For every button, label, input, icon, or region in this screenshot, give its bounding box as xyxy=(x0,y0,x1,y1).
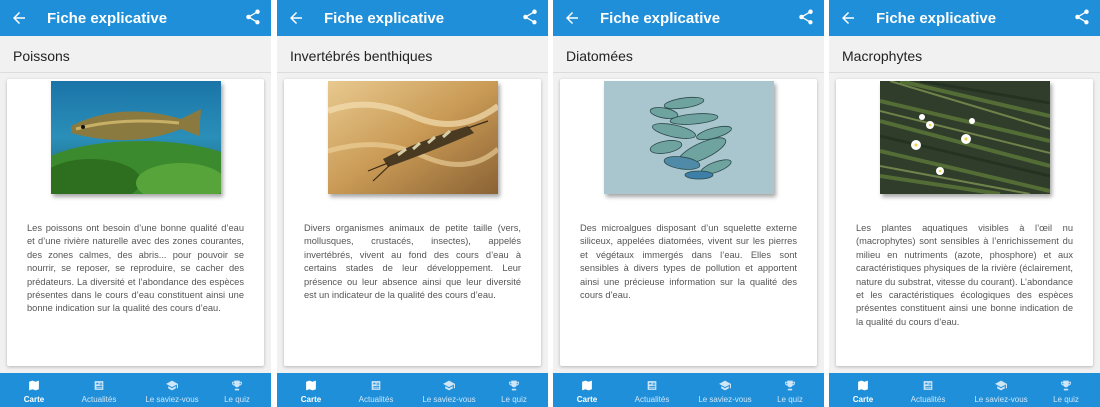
back-arrow-icon[interactable] xyxy=(839,9,857,27)
tab-label: Le quiz xyxy=(1053,395,1079,404)
info-card xyxy=(284,79,541,366)
tab-le-saviez-vous[interactable] xyxy=(962,373,1040,407)
description-text: Les poissons ont besoin d’une bonne qualité d’eau et d’une rivière naturelle avec des zones courantes, des zones calmes, des abris... pour pouvoir se nourrir, se reposer, se reproduire, se cacher des prédateurs. La diversité et l’abondance des espèces présentes dans le cours d’eau constituent ainsi une bonne indication sur la qualité des cours d’eau. xyxy=(27,223,244,314)
tab-le-quiz[interactable] xyxy=(203,373,271,407)
news-icon xyxy=(645,379,659,392)
tab-label: Actualités xyxy=(358,395,394,404)
share-icon[interactable] xyxy=(244,8,262,26)
tab-label: Actualités xyxy=(910,395,946,404)
graduation-cap-icon xyxy=(994,379,1008,392)
bottom-nav xyxy=(277,373,548,407)
tab-label: Le quiz xyxy=(224,395,250,404)
trophy-icon xyxy=(507,379,521,392)
description-text: Les plantes aquatiques visibles à l’œil nu (macrophytes) sont sensibles à l’enrichissement du milieu en nutriments (azote, phosphore) et aux caractéristiques physiques de la rivière (éclairement, nature du substrat, vitesse du courant). L’abondance et les caractéristiques écologiques des espèces présentes constituent ainsi une bonne indication de la qualité du cours d’eau. xyxy=(856,223,1073,327)
tab-label: Le saviez-vous xyxy=(145,395,199,404)
fish-photo xyxy=(51,81,221,194)
news-icon xyxy=(921,379,935,392)
section-title: Diatomées xyxy=(566,48,633,64)
tab-le-quiz[interactable] xyxy=(1032,373,1100,407)
tab-actualites[interactable] xyxy=(342,373,410,407)
back-arrow-icon[interactable] xyxy=(10,9,28,27)
tab-label: Le saviez-vous xyxy=(698,395,752,404)
tab-carte[interactable] xyxy=(0,373,68,407)
news-icon xyxy=(92,379,106,392)
screen-invertebres xyxy=(277,0,548,407)
section-title: Poissons xyxy=(13,48,70,64)
screen-diatomees xyxy=(553,0,824,407)
tab-label: Actualités xyxy=(81,395,117,404)
description-text: Divers organismes animaux de petite taille (vers, mollusques, crustacés, insectes), appelés invertébrés, vivent au fond des cours d’eau à certains stades de leur développement. Leur présence ou leur absence ainsi que leur diversité est un indicateur de la qualité des cours d’eau. xyxy=(304,223,521,301)
app-bar-title: Fiche explicative xyxy=(876,10,997,27)
section-title: Macrophytes xyxy=(842,48,923,64)
trophy-icon xyxy=(1059,379,1073,392)
app-bar-title: Fiche explicative xyxy=(324,10,445,27)
bottom-nav xyxy=(0,373,271,407)
app-bar-title: Fiche explicative xyxy=(600,10,721,27)
app-bar xyxy=(829,0,1100,36)
section-header xyxy=(0,36,271,73)
diatoms-illustration xyxy=(604,81,774,194)
section-title: Invertébrés benthiques xyxy=(290,48,433,64)
bottom-nav xyxy=(829,373,1100,407)
tab-le-saviez-vous[interactable] xyxy=(410,373,488,407)
share-icon[interactable] xyxy=(797,8,815,26)
trophy-icon xyxy=(783,379,797,392)
map-icon xyxy=(580,379,594,392)
info-card xyxy=(836,79,1093,366)
app-bar xyxy=(277,0,548,36)
tab-le-saviez-vous[interactable] xyxy=(133,373,211,407)
share-icon[interactable] xyxy=(521,8,539,26)
tab-label: Carte xyxy=(852,395,874,404)
tab-le-quiz[interactable] xyxy=(480,373,548,407)
info-card xyxy=(560,79,817,366)
tab-carte[interactable] xyxy=(277,373,345,407)
section-header xyxy=(277,36,548,73)
map-icon xyxy=(27,379,41,392)
share-icon[interactable] xyxy=(1073,8,1091,26)
tab-label: Le quiz xyxy=(777,395,803,404)
graduation-cap-icon xyxy=(442,379,456,392)
aquatic-plants-photo xyxy=(880,81,1050,194)
map-icon xyxy=(304,379,318,392)
tab-label: Carte xyxy=(576,395,598,404)
tab-label: Le saviez-vous xyxy=(974,395,1028,404)
tab-label: Le quiz xyxy=(501,395,527,404)
news-icon xyxy=(369,379,383,392)
tab-carte[interactable] xyxy=(829,373,897,407)
app-bar xyxy=(0,0,271,36)
trophy-icon xyxy=(230,379,244,392)
tab-label: Carte xyxy=(300,395,322,404)
section-header xyxy=(829,36,1100,73)
tab-label: Carte xyxy=(23,395,45,404)
tab-carte[interactable] xyxy=(553,373,621,407)
tab-label: Actualités xyxy=(634,395,670,404)
map-icon xyxy=(856,379,870,392)
insect-larva-photo xyxy=(328,81,498,194)
section-header xyxy=(553,36,824,73)
tab-actualites[interactable] xyxy=(65,373,133,407)
tab-label: Le saviez-vous xyxy=(422,395,476,404)
back-arrow-icon[interactable] xyxy=(287,9,305,27)
app-bar xyxy=(553,0,824,36)
bottom-nav xyxy=(553,373,824,407)
screen-poissons xyxy=(0,0,271,407)
screen-macrophytes xyxy=(829,0,1100,407)
tab-actualites[interactable] xyxy=(618,373,686,407)
description-text: Des microalgues disposant d’un squelette externe siliceux, appelées diatomées, vivent sur les pierres et végétaux immergés dans l’eau. Elles sont sensibles à divers types de pollution et apportent ainsi une précieuse information sur la qualité des cours d’eau. xyxy=(580,223,797,301)
info-card xyxy=(7,79,264,366)
graduation-cap-icon xyxy=(718,379,732,392)
tab-le-saviez-vous[interactable] xyxy=(686,373,764,407)
tab-actualites[interactable] xyxy=(894,373,962,407)
app-bar-title: Fiche explicative xyxy=(47,10,168,27)
tab-le-quiz[interactable] xyxy=(756,373,824,407)
back-arrow-icon[interactable] xyxy=(563,9,581,27)
graduation-cap-icon xyxy=(165,379,179,392)
